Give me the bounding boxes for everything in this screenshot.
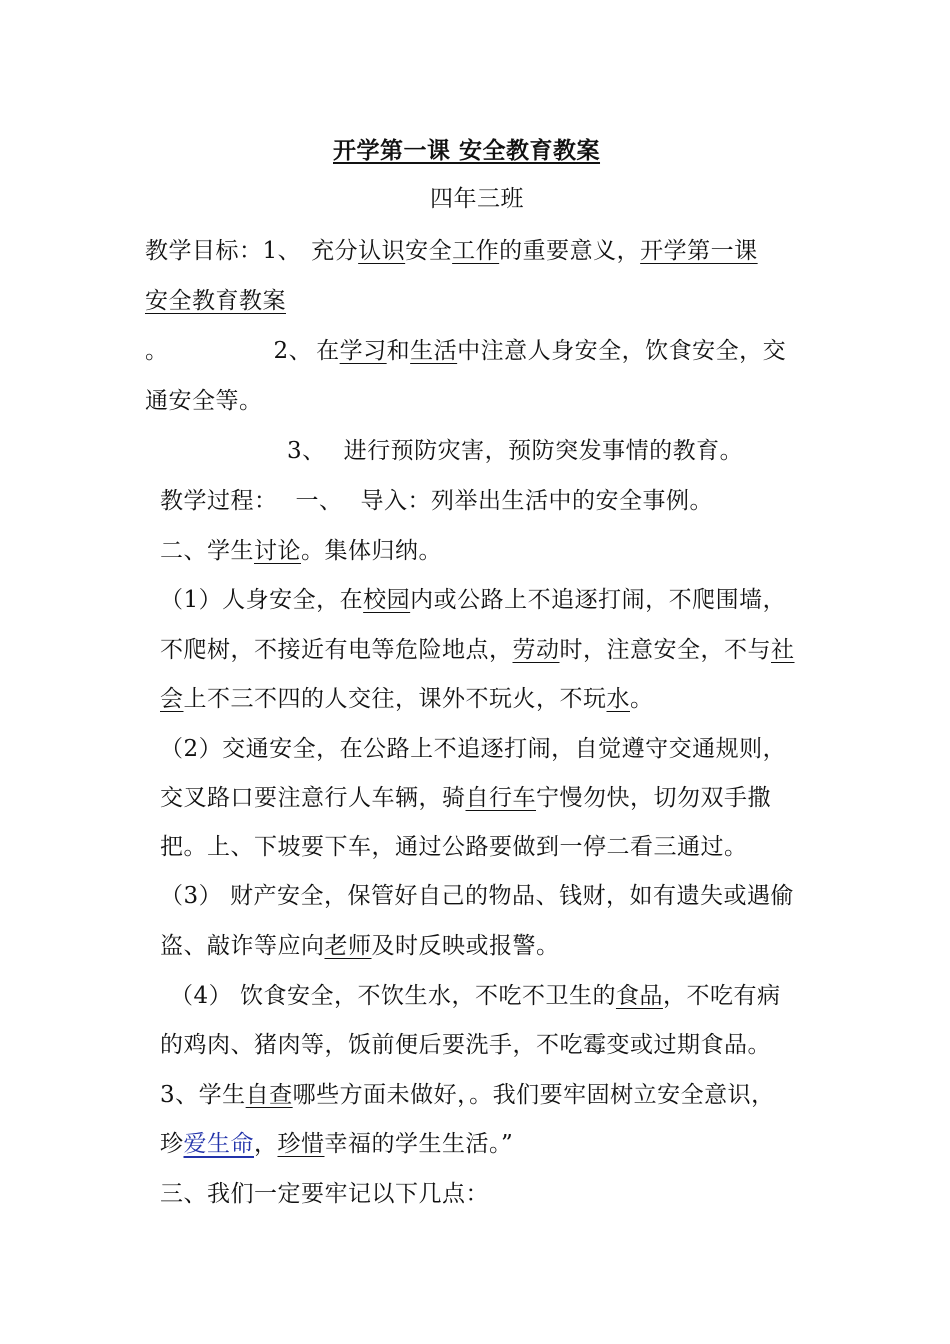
doc-title: 开学第一课 安全教育教案 [333,137,601,164]
goal2-dot: 。 [145,338,169,364]
p2-line-1 [160,734,786,764]
goal-line-2b [145,386,263,416]
p1-line-1 [160,585,786,615]
goal-line-1b [145,286,286,316]
goal2-text-b: 和 [386,338,411,364]
step2-text-a: 二、学生 [160,538,254,564]
s3-line-2 [160,1129,513,1159]
goal-label: 教学目标： [145,238,263,264]
s3-text-d: ， [254,1131,278,1157]
s3-link-1[interactable]: 自查 [245,1082,293,1108]
s3-link-2[interactable]: 珍惜 [277,1131,325,1157]
step2-link[interactable]: 讨论 [254,538,301,564]
p4-line-2 [160,1030,771,1060]
p1-text-b: 内或公路上不追逐打闹，不爬围墙， [410,587,787,613]
goal2-text-d: 通安全等。 [145,388,263,414]
goal2-link-1[interactable]: 学习 [339,338,387,364]
p2-text-b: 交叉路口要注意行人车辆，骑 [160,785,466,811]
goal-line-3 [287,436,743,466]
goal2-text-c: 中注意人身安全，饮食安全，交 [457,338,787,364]
p4-text-b: ，不吃有病 [662,983,781,1009]
s3-text-c: 珍 [160,1131,184,1157]
s3-text-a: 3、学生 [160,1082,246,1108]
process-label: 教学过程： [160,488,278,514]
s3-line-1 [160,1080,775,1110]
goal3-text: 进行预防灾害，预防突发事情的教育。 [343,438,744,464]
doc-subtitle: 四年三班 [430,186,524,212]
p2-text-a: （2）交通安全，在公路上不追逐打闹，自觉遵守交通规则， [160,736,787,762]
p2-line-3 [160,832,748,862]
goal-line-2 [145,336,786,366]
p3-text-c: 及时反映或报警。 [371,933,560,959]
process-line-1 [160,486,713,516]
s3-hyperlink[interactable]: 爱生命 [183,1131,254,1157]
p1-text-f: 。 [630,686,654,712]
goal-line-1 [145,236,758,266]
p4-line-1 [170,981,780,1011]
p2-line-2 [160,783,771,813]
step2-line [160,536,442,566]
s3-text-e: 幸福的学生生活。” [324,1131,514,1157]
s4-text: 三、我们一定要牢记以下几点： [160,1181,489,1207]
goal1-text-a: 充分 [311,238,359,264]
p2-text-c: 宁慢勿快，切勿双手撒 [536,785,771,811]
goal3-num: 3、 [287,438,326,464]
p1-link-1[interactable]: 校园 [363,587,411,613]
goal1-link-2[interactable]: 工作 [452,238,500,264]
p4-link-1[interactable]: 食品 [615,983,663,1009]
p1-text-e: 上不三不四的人交往，课外不玩火，不玩 [183,686,607,712]
step1-text: 导入：列举出生活中的安全事例。 [360,488,713,514]
p1-line-2 [160,635,795,665]
goal1-num: 1、 [262,238,302,264]
s3-text-b: 哪些方面未做好，。我们要牢固树立安全意识， [292,1082,775,1108]
p3-link-1[interactable]: 老师 [324,933,372,959]
goal1-text-c: 的重要意义， [499,238,641,264]
p4-text-c: 的鸡肉、猪肉等，饭前便后要洗手，不吃霉变或过期食品。 [160,1032,771,1058]
goal1-link-3[interactable]: 开学第一课 [640,238,758,264]
p1-text-c: 不爬树，不接近有电等危险地点， [160,637,513,663]
p3-text-a: （3） 财产安全，保管好自己的物品、钱财，如有遗失或遇偷 [160,883,794,909]
p1-text-d: 时，注意安全，不与 [559,637,771,663]
goal1-link-1[interactable]: 认识 [358,238,406,264]
step2-text-b: 。集体归纳。 [301,538,442,564]
p1-link-5[interactable]: 水 [606,686,630,712]
p1-line-3 [160,684,654,714]
p3-line-1 [160,881,794,911]
goal2-num: 2、 [273,338,313,364]
p1-link-4[interactable]: 会 [160,686,184,712]
p3-text-b: 盗、敲诈等应向 [160,933,325,959]
p4-text-a: （4） 饮食安全，不饮生水，不吃不卫生的 [170,983,616,1009]
p2-text-d: 把。上、下坡要下车，通过公路要做到一停二看三通过。 [160,834,748,860]
p1-link-3[interactable]: 社 [771,637,795,663]
p1-link-2[interactable]: 劳动 [512,637,560,663]
s4-line [160,1179,489,1209]
p3-line-2 [160,931,560,961]
step1-num: 一、 [295,488,343,514]
goal1-text-b: 安全 [405,238,453,264]
goal2-text-a: 在 [316,338,340,364]
goal1-link-4[interactable]: 安全教育教案 [145,288,286,314]
p1-text-a: （1）人身安全，在 [160,587,364,613]
p2-link-1[interactable]: 自行车 [465,785,536,811]
goal2-link-2[interactable]: 生活 [410,338,458,364]
